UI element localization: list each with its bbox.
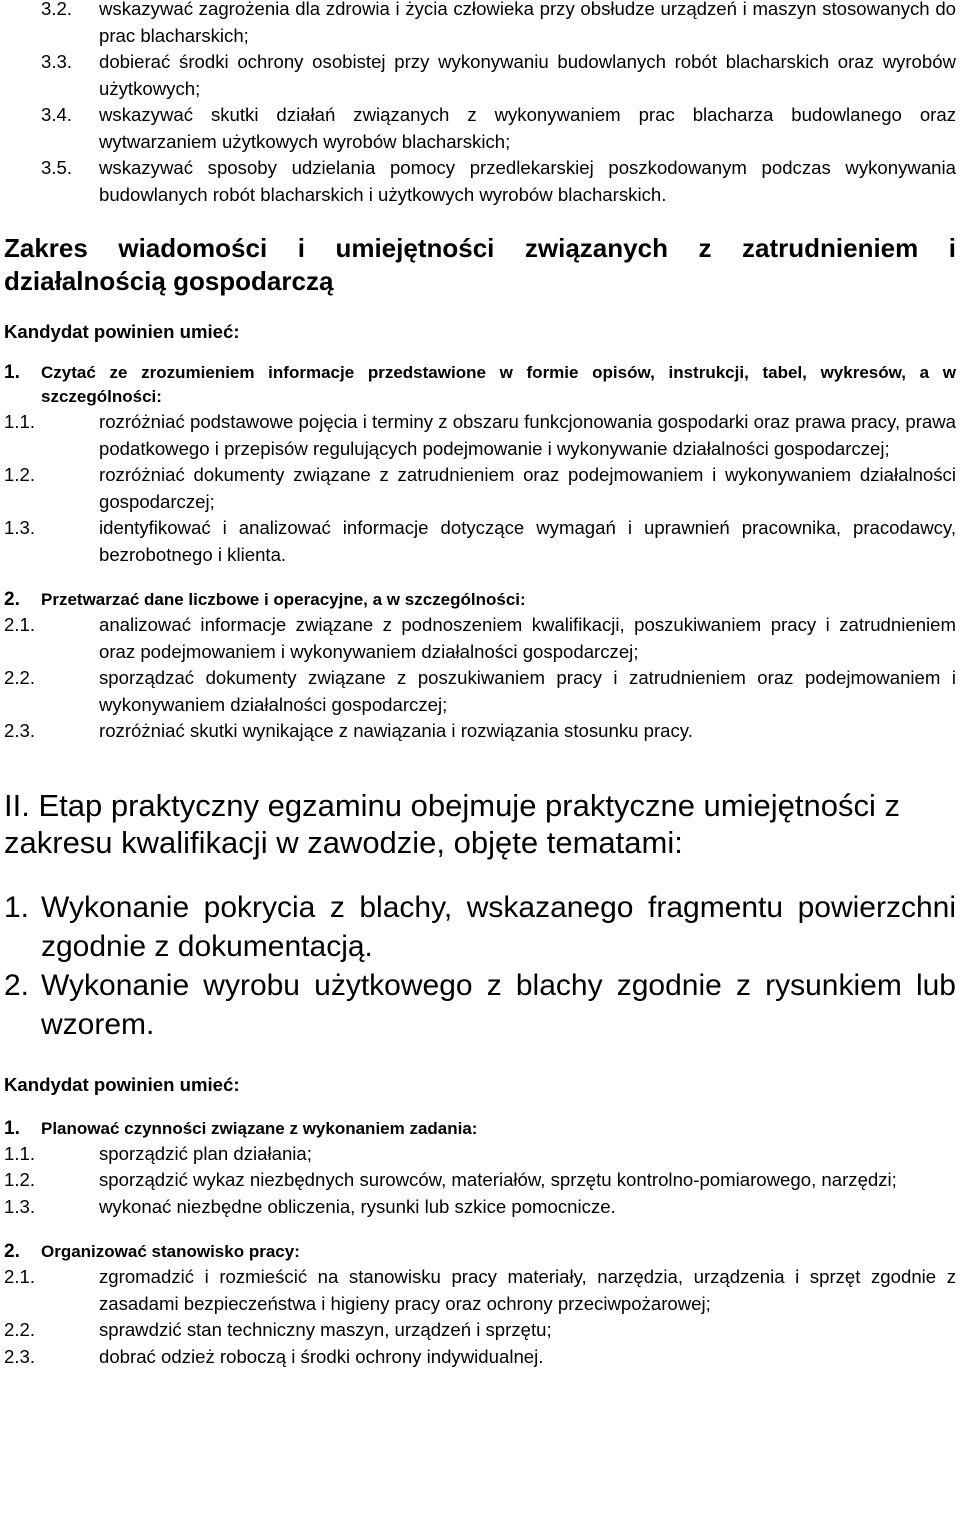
list-item	[4, 665, 956, 718]
item-text: wskazywać sposoby udzielania pomocy przedlekarskiej poszkodowanym podczas wykonywania budowlanych robót blacharskich i użytkowych wyrobów blacharskich.	[99, 157, 956, 205]
skill-item	[4, 588, 956, 612]
item-text: Wykonanie wyrobu użytkowego z blachy zgodnie z rysunkiem lub wzorem.	[41, 968, 956, 1041]
candidate-heading: Kandydat powinien umieć:	[4, 321, 240, 342]
item-text: sporządzić wykaz niezbędnych surowców, materiałów, sprzętu kontrolno-pomiarowego, narzędzi;	[99, 1169, 897, 1190]
item-number: 1.3.	[4, 1195, 36, 1217]
topic-item	[4, 966, 956, 1044]
item-text: rozróżniać dokumenty związane z zatrudnieniem oraz podejmowaniem i wykonywaniem działalności gospodarczej;	[99, 464, 956, 512]
list-item	[4, 409, 956, 462]
item-text: wykonać niezbędne obliczenia, rysunki lub szkice pomocnicze.	[99, 1195, 616, 1217]
section-title: Zakres wiadomości i umiejętności związanych z zatrudnieniem i działalnością gospodarczą	[4, 233, 956, 296]
candidate-heading: Kandydat powinien umieć:	[4, 1073, 240, 1095]
item-number: 3.5.	[41, 157, 73, 178]
top-list	[4, 0, 956, 208]
item-number: 1.	[4, 362, 20, 383]
item-number: 2.1.	[4, 614, 36, 635]
item-text: rozróżniać podstawowe pojęcia i terminy z obszaru funkcjonowania gospodarki oraz prawa pracy, prawa podatkowego i przepisów regulujących podejmowanie i wykonywanie działalności gospodarczej;	[99, 411, 956, 459]
item-number: 2.3.	[4, 1345, 36, 1367]
item-number: 2.	[4, 589, 20, 610]
document-page	[4, 0, 956, 1370]
list-item	[4, 1194, 956, 1221]
item-text: Wykonanie pokrycia z blachy, wskazanego fragmentu powierzchni zgodnie z dokumentacją.	[41, 890, 956, 963]
list-item	[4, 1317, 956, 1344]
item-number: 3.4.	[41, 104, 73, 125]
list-item	[4, 1344, 956, 1371]
topic-item	[4, 888, 956, 966]
item-text: sporządzać dokumenty związane z poszukiwaniem pracy i zatrudnieniem oraz podejmowaniem i wykonywaniem działalności gospodarczej;	[99, 667, 956, 715]
item-text: Przetwarzać dane liczbowe i operacyjne, a w szczególności:	[41, 590, 526, 609]
item-number: 1.	[4, 1117, 20, 1139]
item-text: sprawdzić stan techniczny maszyn, urządzeń i sprzętu;	[99, 1319, 552, 1340]
item-number: 2.	[4, 968, 30, 1002]
item-text: Organizować stanowisko pracy:	[41, 1242, 300, 1261]
list-item	[4, 155, 956, 208]
item-text: dobierać środki ochrony osobistej przy wykonywaniu budowlanych robót blacharskich oraz wyrobów użytkowych;	[99, 51, 956, 99]
item-text: dobrać odzież roboczą i środki ochrony indywidualnej.	[99, 1345, 544, 1367]
skill-item	[4, 1117, 956, 1141]
item-text: sporządzić plan działania;	[99, 1142, 312, 1164]
item-number: 3.3.	[41, 51, 73, 72]
item-text: zgromadzić i rozmieścić na stanowisku pracy materiały, narzędzia, urządzenia i sprzęt zgodnie z zasadami bezpieczeństwa i higieny pracy oraz ochrony przeciwpożarowej;	[99, 1266, 956, 1314]
topic-list	[4, 888, 956, 1044]
list-item	[4, 515, 956, 568]
item-number: 1.1.	[4, 411, 36, 432]
list-item	[4, 1264, 956, 1317]
item-number: 2.1.	[4, 1266, 36, 1287]
list-item	[4, 1141, 956, 1168]
item-text: Planować czynności związane z wykonaniem zadania:	[41, 1118, 478, 1138]
item-text: identyfikować i analizować informacje dotyczące wymagań i uprawnień pracownika, pracodawcy, bezrobotnego i klienta.	[99, 517, 956, 565]
item-number: 1.3.	[4, 517, 36, 538]
list-item	[4, 462, 956, 515]
list-item	[4, 1167, 956, 1194]
item-number: 2.2.	[4, 667, 36, 688]
item-number: 1.2.	[4, 464, 36, 485]
item-text: analizować informacje związane z podnoszeniem kwalifikacji, poszukiwaniem pracy i zatrudnieniem oraz podejmowaniem i wykonywaniem działalności gospodarczej;	[99, 614, 956, 662]
list-item	[4, 0, 956, 49]
list-item	[4, 718, 956, 745]
item-number: 2.	[4, 1241, 20, 1262]
skill-item	[4, 1240, 956, 1264]
list-item	[4, 612, 956, 665]
item-number: 1.	[4, 890, 30, 924]
item-number: 2.3.	[4, 720, 36, 741]
skill-item	[4, 361, 956, 409]
item-number: 1.1.	[4, 1142, 36, 1164]
item-number: 3.2.	[41, 0, 73, 19]
list-item	[4, 49, 956, 102]
stage-title: II. Etap praktyczny egzaminu obejmuje praktyczne umiejętności z zakresu kwalifikacji w zawodzie, objęte tematami:	[4, 787, 900, 860]
item-number: 2.2.	[4, 1319, 36, 1340]
item-number: 1.2.	[4, 1169, 36, 1190]
item-text: Czytać ze zrozumieniem informacje przedstawione w formie opisów, instrukcji, tabel, wykresów, a w szczególności:	[41, 363, 956, 406]
list-item	[4, 102, 956, 155]
item-text: rozróżniać skutki wynikające z nawiązania i rozwiązania stosunku pracy.	[99, 720, 693, 741]
item-text: wskazywać skutki działań związanych z wykonywaniem prac blacharza budowlanego oraz wytwarzaniem użytkowych wyrobów blacharskich;	[99, 104, 956, 152]
item-text: wskazywać zagrożenia dla zdrowia i życia człowieka przy obsłudze urządzeń i maszyn stosowanych do prac blacharskich;	[99, 0, 956, 46]
